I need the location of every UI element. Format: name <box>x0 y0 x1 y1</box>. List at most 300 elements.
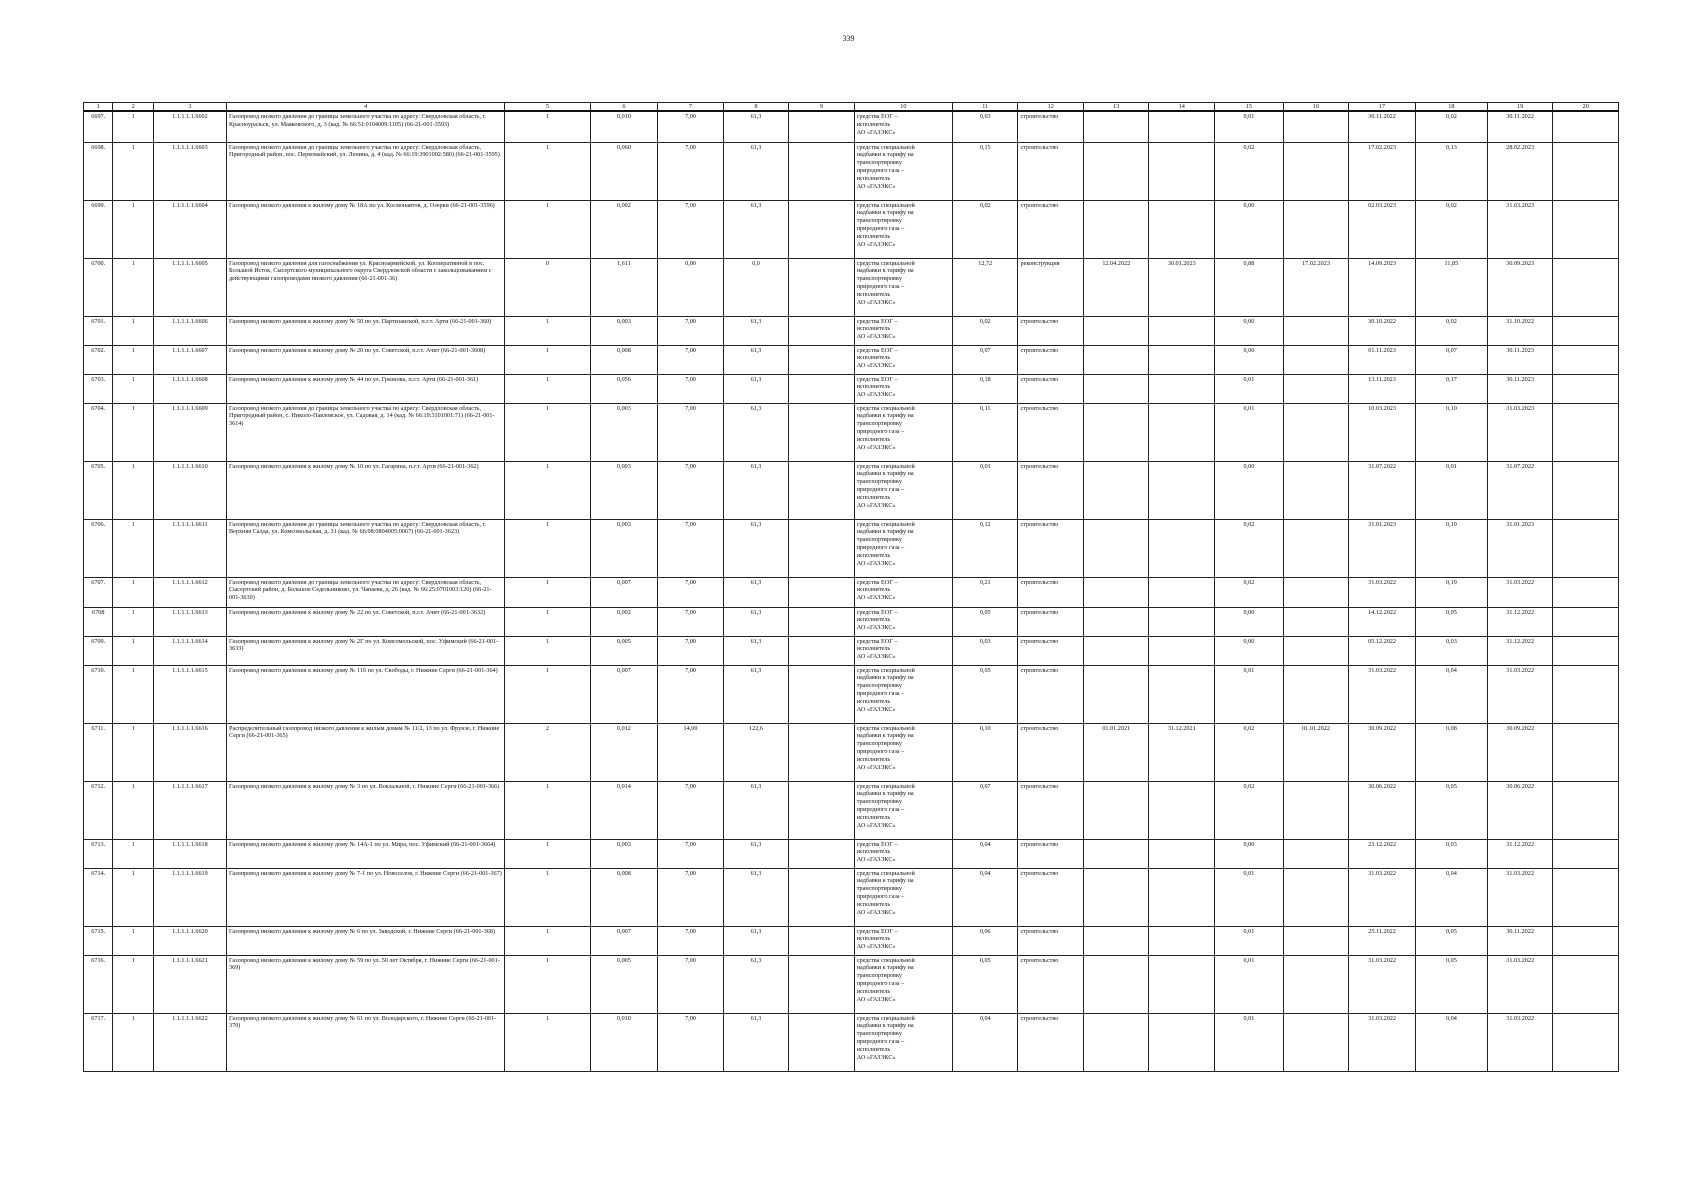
work-type: строительство <box>1018 200 1084 258</box>
funding-source: средства ЕОГ – исполнитель АО «ГАЗЭКС» <box>854 345 952 374</box>
work-type: строительство <box>1018 316 1084 345</box>
work-type: строительство <box>1018 665 1084 723</box>
project-code: 1.1.1.1.1.6611 <box>153 519 226 577</box>
column-2-value: 1 <box>113 1013 153 1071</box>
column-20-value <box>1553 607 1619 636</box>
column-14-date <box>1149 403 1215 461</box>
column-19-date: 30.11.2022 <box>1487 111 1553 142</box>
table-row <box>84 577 1619 607</box>
column-16-date <box>1283 111 1349 142</box>
column-7-value: 7,00 <box>658 868 724 926</box>
column-5-value: 1 <box>505 636 590 665</box>
project-name: Газопровод низкого давления к жилому дому № 10 по ул. Гагарина, п.г.т. Арти (66-21-001-362) <box>227 461 505 519</box>
column-6-value: 0,012 <box>590 723 658 781</box>
column-number-8: 8 <box>723 103 789 112</box>
funding-source: средства специальной надбавки к тарифу на транспортировку природного газа – исполнитель АО «ГАЗЭКС» <box>854 200 952 258</box>
column-number-9: 9 <box>789 103 855 112</box>
column-16-date <box>1283 1013 1349 1071</box>
column-6-value: 0,003 <box>590 316 658 345</box>
row-number: 6716. <box>84 955 113 1013</box>
column-18-value: 0,05 <box>1415 781 1487 839</box>
column-17-date: 30.10.2022 <box>1349 316 1416 345</box>
project-name: Газопровод низкого давления к жилому дому № 22 по ул. Советской, п.г.т. Ачит (66-21-001-3632) <box>227 607 505 636</box>
column-14-date: 31.12.2021 <box>1149 723 1215 781</box>
column-9-value <box>789 403 855 461</box>
column-15-value: 0,01 <box>1214 403 1283 461</box>
column-20-value <box>1553 577 1619 607</box>
column-5-value: 1 <box>505 142 590 200</box>
column-19-date: 31.03.2022 <box>1487 577 1553 607</box>
project-code: 1.1.1.1.1.6610 <box>153 461 226 519</box>
table-row <box>84 519 1619 577</box>
column-15-value: 0,00 <box>1214 200 1283 258</box>
column-7-value: 7,00 <box>658 577 724 607</box>
column-7-value: 7,00 <box>658 607 724 636</box>
column-8-value: 61,3 <box>723 926 789 955</box>
column-20-value <box>1553 374 1619 403</box>
column-17-date: 30.06.2022 <box>1349 781 1416 839</box>
table-row <box>84 607 1619 636</box>
project-name: Газопровод низкого давления к жилому дому № 6 по ул. Заводской, г. Нижние Серги (66-21-001-368) <box>227 926 505 955</box>
column-2-value: 1 <box>113 519 153 577</box>
column-13-date <box>1083 374 1149 403</box>
column-6-value: 0,008 <box>590 868 658 926</box>
column-11-value: 0,04 <box>952 839 1018 868</box>
column-20-value <box>1553 316 1619 345</box>
column-18-value: 0,13 <box>1415 142 1487 200</box>
column-5-value: 1 <box>505 839 590 868</box>
work-type: строительство <box>1018 723 1084 781</box>
funding-source: средства специальной надбавки к тарифу на транспортировку природного газа – исполнитель АО «ГАЗЭКС» <box>854 258 952 316</box>
row-number: 6700. <box>84 258 113 316</box>
column-18-value: 0,10 <box>1415 519 1487 577</box>
column-18-value: 0,05 <box>1415 926 1487 955</box>
column-15-value: 0,01 <box>1214 955 1283 1013</box>
project-name: Газопровод низкого давления до границы земельного участка по адресу: Свердловская область, Сысертский район, д. Большое Седельниково, ул. Чапаева, д. 26 (кад. № 66:25:0701003:120) (66-21-001-3630) <box>227 577 505 607</box>
column-6-value: 1,611 <box>590 258 658 316</box>
project-name: Газопровод низкого давления до границы земельного участка по адресу: Свердловская область, г. Красноуральск, ул. Маяковского, д. 3 (кад. № 66:51:0104009:1105) (66-21-001-3593) <box>227 111 505 142</box>
column-number-7: 7 <box>658 103 724 112</box>
column-20-value <box>1553 142 1619 200</box>
column-11-value: 0,12 <box>952 519 1018 577</box>
column-number-3: 3 <box>153 103 226 112</box>
column-13-date <box>1083 636 1149 665</box>
project-code: 1.1.1.1.1.6608 <box>153 374 226 403</box>
work-type: строительство <box>1018 926 1084 955</box>
table-row <box>84 839 1619 868</box>
row-number: 6706. <box>84 519 113 577</box>
column-6-value: 0,003 <box>590 519 658 577</box>
column-16-date <box>1283 461 1349 519</box>
column-11-value: 0,05 <box>952 955 1018 1013</box>
column-15-value: 0,00 <box>1214 607 1283 636</box>
work-type: строительство <box>1018 461 1084 519</box>
row-number: 6713. <box>84 839 113 868</box>
column-9-value <box>789 374 855 403</box>
column-14-date <box>1149 111 1215 142</box>
column-18-value: 0,05 <box>1415 607 1487 636</box>
column-20-value <box>1553 955 1619 1013</box>
column-13-date <box>1083 111 1149 142</box>
project-name: Газопровод низкого давления к жилому дому № 44 по ул. Грязнова, п.г.т. Арти (66-21-001-361) <box>227 374 505 403</box>
column-15-value: 0,00 <box>1214 839 1283 868</box>
column-18-value: 11,85 <box>1415 258 1487 316</box>
column-16-date <box>1283 665 1349 723</box>
column-15-value: 0,02 <box>1214 519 1283 577</box>
column-18-value: 0,17 <box>1415 374 1487 403</box>
column-6-value: 0,007 <box>590 665 658 723</box>
column-20-value <box>1553 868 1619 926</box>
column-16-date <box>1283 519 1349 577</box>
row-number: 6717. <box>84 1013 113 1071</box>
column-18-value: 0,04 <box>1415 868 1487 926</box>
column-15-value: 0,02 <box>1214 723 1283 781</box>
column-7-value: 7,00 <box>658 839 724 868</box>
column-20-value <box>1553 519 1619 577</box>
table-row <box>84 374 1619 403</box>
project-code: 1.1.1.1.1.6616 <box>153 723 226 781</box>
column-5-value: 2 <box>505 723 590 781</box>
column-9-value <box>789 200 855 258</box>
project-code: 1.1.1.1.1.6618 <box>153 839 226 868</box>
column-5-value: 1 <box>505 461 590 519</box>
column-number-4: 4 <box>227 103 505 112</box>
funding-source: средства ЕОГ – исполнитель АО «ГАЗЭКС» <box>854 374 952 403</box>
project-code: 1.1.1.1.1.6622 <box>153 1013 226 1071</box>
row-number: 6703. <box>84 374 113 403</box>
project-name: Газопровод низкого давления до границы земельного участка по адресу: Свердловская область, г. Верхняя Салда, ул. Комсомольская, д. 31 (кад. № 66:08:0804005:0067) (66-21-001-3623) <box>227 519 505 577</box>
column-14-date <box>1149 1013 1215 1071</box>
column-8-value: 61,3 <box>723 868 789 926</box>
column-14-date <box>1149 345 1215 374</box>
column-9-value <box>789 461 855 519</box>
column-8-value: 61,3 <box>723 345 789 374</box>
column-15-value: 0,01 <box>1214 111 1283 142</box>
project-code: 1.1.1.1.1.6619 <box>153 868 226 926</box>
column-20-value <box>1553 345 1619 374</box>
project-name: Газопровод низкого давления до границы земельного участка по адресу: Свердловская область, Пригородный район, с. Николо-Павловское, ул. Садовая, д. 14 (кад. № 66:19:3101001:71) (66-21-001-3614) <box>227 403 505 461</box>
column-17-date: 01.11.2023 <box>1349 345 1416 374</box>
column-number-13: 13 <box>1083 103 1149 112</box>
column-2-value: 1 <box>113 316 153 345</box>
row-number: 6697. <box>84 111 113 142</box>
column-14-date <box>1149 607 1215 636</box>
column-13-date <box>1083 200 1149 258</box>
column-17-date: 14.09.2023 <box>1349 258 1416 316</box>
column-2-value: 1 <box>113 839 153 868</box>
column-19-date: 31.12.2022 <box>1487 839 1553 868</box>
column-5-value: 1 <box>505 345 590 374</box>
column-2-value: 1 <box>113 142 153 200</box>
column-7-value: 7,00 <box>658 926 724 955</box>
column-8-value: 61,3 <box>723 1013 789 1071</box>
work-type: строительство <box>1018 607 1084 636</box>
column-11-value: 0,04 <box>952 1013 1018 1071</box>
column-8-value: 122,6 <box>723 723 789 781</box>
column-8-value: 61,3 <box>723 665 789 723</box>
project-code: 1.1.1.1.1.6606 <box>153 316 226 345</box>
column-2-value: 1 <box>113 868 153 926</box>
column-17-date: 17.02.2023 <box>1349 142 1416 200</box>
column-8-value: 61,3 <box>723 374 789 403</box>
column-11-value: 0,10 <box>952 723 1018 781</box>
column-16-date <box>1283 781 1349 839</box>
work-type: строительство <box>1018 839 1084 868</box>
column-15-value: 0,01 <box>1214 926 1283 955</box>
project-code: 1.1.1.1.1.6604 <box>153 200 226 258</box>
column-number-20: 20 <box>1553 103 1619 112</box>
column-8-value: 61,3 <box>723 403 789 461</box>
funding-source: средства ЕОГ – исполнитель АО «ГАЗЭКС» <box>854 607 952 636</box>
column-14-date <box>1149 781 1215 839</box>
column-13-date <box>1083 461 1149 519</box>
row-number: 6701. <box>84 316 113 345</box>
column-6-value: 0,002 <box>590 607 658 636</box>
column-8-value: 61,3 <box>723 839 789 868</box>
column-7-value: 7,00 <box>658 519 724 577</box>
column-17-date: 30.11.2022 <box>1349 111 1416 142</box>
column-15-value: 0,00 <box>1214 316 1283 345</box>
column-17-date: 31.01.2023 <box>1349 519 1416 577</box>
column-number-17: 17 <box>1349 103 1416 112</box>
column-8-value: 61,3 <box>723 955 789 1013</box>
project-code: 1.1.1.1.1.6605 <box>153 258 226 316</box>
project-name: Газопровод низкого давления до границы земельного участка по адресу: Свердловская область, Пригородный район, пос. Первомайский, ул. Ленина, д. 4 (кад. № 66:19:3901002:580) (66-21-001-3595) <box>227 142 505 200</box>
column-8-value: 61,3 <box>723 461 789 519</box>
project-code: 1.1.1.1.1.6617 <box>153 781 226 839</box>
column-17-date: 05.12.2022 <box>1349 636 1416 665</box>
funding-source: средства ЕОГ – исполнитель АО «ГАЗЭКС» <box>854 926 952 955</box>
column-18-value: 0,01 <box>1415 461 1487 519</box>
column-11-value: 0,06 <box>952 926 1018 955</box>
column-6-value: 0,056 <box>590 374 658 403</box>
column-5-value: 1 <box>505 955 590 1013</box>
column-15-value: 0,02 <box>1214 781 1283 839</box>
project-name: Распределительный газопровод низкого давления к жилым домам № 11/2, 13 по ул. Фрунзе, г. Нижние Серги (66-21-001-365) <box>227 723 505 781</box>
column-7-value: 7,00 <box>658 374 724 403</box>
column-8-value: 61,3 <box>723 607 789 636</box>
column-14-date <box>1149 374 1215 403</box>
column-9-value <box>789 926 855 955</box>
column-20-value <box>1553 461 1619 519</box>
column-11-value: 0,15 <box>952 142 1018 200</box>
column-19-date: 31.12.2022 <box>1487 607 1553 636</box>
column-16-date <box>1283 926 1349 955</box>
column-number-5: 5 <box>505 103 590 112</box>
column-5-value: 0 <box>505 258 590 316</box>
table-row <box>84 781 1619 839</box>
column-13-date: 12.04.2022 <box>1083 258 1149 316</box>
column-11-value: 0,03 <box>952 636 1018 665</box>
funding-source: средства специальной надбавки к тарифу на транспортировку природного газа – исполнитель АО «ГАЗЭКС» <box>854 1013 952 1071</box>
column-7-value: 7,00 <box>658 665 724 723</box>
column-6-value: 0,060 <box>590 142 658 200</box>
column-8-value: 61,3 <box>723 200 789 258</box>
column-20-value <box>1553 636 1619 665</box>
funding-source: средства специальной надбавки к тарифу на транспортировку природного газа – исполнитель АО «ГАЗЭКС» <box>854 461 952 519</box>
column-11-value: 0,02 <box>952 200 1018 258</box>
column-15-value: 0,88 <box>1214 258 1283 316</box>
column-13-date <box>1083 577 1149 607</box>
funding-source: средства ЕОГ – исполнитель АО «ГАЗЭКС» <box>854 316 952 345</box>
work-type: строительство <box>1018 868 1084 926</box>
column-2-value: 1 <box>113 636 153 665</box>
project-code: 1.1.1.1.1.6620 <box>153 926 226 955</box>
column-19-date: 31.03.2022 <box>1487 665 1553 723</box>
column-2-value: 1 <box>113 926 153 955</box>
column-9-value <box>789 868 855 926</box>
column-11-value: 0,04 <box>952 868 1018 926</box>
column-14-date <box>1149 142 1215 200</box>
funding-source: средства специальной надбавки к тарифу на транспортировку природного газа – исполнитель АО «ГАЗЭКС» <box>854 665 952 723</box>
column-5-value: 1 <box>505 665 590 723</box>
column-13-date <box>1083 345 1149 374</box>
work-type: строительство <box>1018 577 1084 607</box>
column-14-date <box>1149 636 1215 665</box>
column-9-value <box>789 636 855 665</box>
column-13-date <box>1083 781 1149 839</box>
column-11-value: 0,11 <box>952 403 1018 461</box>
column-7-value: 7,00 <box>658 111 724 142</box>
column-8-value: 61,3 <box>723 636 789 665</box>
column-5-value: 1 <box>505 316 590 345</box>
column-16-date <box>1283 200 1349 258</box>
project-name: Газопровод низкого давления к жилому дому № 18А по ул. Космонавтов, д. Озерки (66-21-001-3596) <box>227 200 505 258</box>
column-19-date: 30.11.2023 <box>1487 345 1553 374</box>
column-17-date: 13.11.2023 <box>1349 374 1416 403</box>
project-name: Газопровод низкого давления к жилому дому № 3 по ул. Вокзальной, г. Нижние Серги (66-21-001-366) <box>227 781 505 839</box>
column-19-date: 31.03.2022 <box>1487 868 1553 926</box>
column-number-15: 15 <box>1214 103 1283 112</box>
column-11-value: 0,03 <box>952 111 1018 142</box>
table-row <box>84 316 1619 345</box>
column-15-value: 0,00 <box>1214 636 1283 665</box>
row-number: 6711. <box>84 723 113 781</box>
table-row <box>84 111 1619 142</box>
column-19-date: 30.09.2023 <box>1487 258 1553 316</box>
funding-source: средства специальной надбавки к тарифу на транспортировку природного газа – исполнитель АО «ГАЗЭКС» <box>854 723 952 781</box>
column-13-date <box>1083 665 1149 723</box>
column-2-value: 1 <box>113 665 153 723</box>
column-9-value <box>789 839 855 868</box>
project-code: 1.1.1.1.1.6613 <box>153 607 226 636</box>
table-row <box>84 926 1619 955</box>
table-row <box>84 403 1619 461</box>
project-name: Газопровод низкого давления к жилому дому № 7-1 по ул. Новоселов, г. Нижние Серги (66-21-001-367) <box>227 868 505 926</box>
column-13-date <box>1083 607 1149 636</box>
investment-program-table <box>83 102 1619 1072</box>
row-number: 6715. <box>84 926 113 955</box>
column-15-value: 0,02 <box>1214 142 1283 200</box>
column-14-date <box>1149 955 1215 1013</box>
column-14-date <box>1149 665 1215 723</box>
column-9-value <box>789 316 855 345</box>
column-9-value <box>789 607 855 636</box>
column-19-date: 31.07.2022 <box>1487 461 1553 519</box>
column-number-16: 16 <box>1283 103 1349 112</box>
column-7-value: 14,00 <box>658 723 724 781</box>
column-6-value: 0,003 <box>590 403 658 461</box>
column-6-value: 0,010 <box>590 111 658 142</box>
column-13-date <box>1083 1013 1149 1071</box>
work-type: строительство <box>1018 519 1084 577</box>
funding-source: средства ЕОГ – исполнитель АО «ГАЗЭКС» <box>854 839 952 868</box>
column-17-date: 31.07.2022 <box>1349 461 1416 519</box>
table-row <box>84 258 1619 316</box>
column-5-value: 1 <box>505 111 590 142</box>
row-number: 6704. <box>84 403 113 461</box>
row-number: 6699. <box>84 200 113 258</box>
row-number: 6712. <box>84 781 113 839</box>
column-18-value: 0,10 <box>1415 403 1487 461</box>
column-16-date: 17.02.2023 <box>1283 258 1349 316</box>
column-19-date: 31.03.2023 <box>1487 403 1553 461</box>
column-number-18: 18 <box>1415 103 1487 112</box>
funding-source: средства специальной надбавки к тарифу на транспортировку природного газа – исполнитель АО «ГАЗЭКС» <box>854 868 952 926</box>
column-20-value <box>1553 665 1619 723</box>
column-7-value: 7,00 <box>658 345 724 374</box>
column-number-1: 1 <box>84 103 113 112</box>
project-code: 1.1.1.1.1.6615 <box>153 665 226 723</box>
table-row <box>84 1013 1619 1071</box>
column-13-date: 01.01.2021 <box>1083 723 1149 781</box>
column-6-value: 0,008 <box>590 345 658 374</box>
column-14-date: 30.01.2023 <box>1149 258 1215 316</box>
page-number: 339 <box>842 34 855 43</box>
column-19-date: 31.12.2022 <box>1487 636 1553 665</box>
column-16-date <box>1283 868 1349 926</box>
column-18-value: 0,03 <box>1415 636 1487 665</box>
project-name: Газопровод низкого давления к жилому дому № 116 по ул. Свободы, г. Нижние Серги (66-21-001-364) <box>227 665 505 723</box>
column-number-header-row <box>84 103 1619 112</box>
column-number-6: 6 <box>590 103 658 112</box>
column-19-date: 30.11.2022 <box>1487 926 1553 955</box>
table-row <box>84 868 1619 926</box>
column-5-value: 1 <box>505 781 590 839</box>
row-number: 6702. <box>84 345 113 374</box>
column-13-date <box>1083 926 1149 955</box>
column-11-value: 0,07 <box>952 781 1018 839</box>
column-9-value <box>789 142 855 200</box>
project-code: 1.1.1.1.1.6602 <box>153 111 226 142</box>
column-18-value: 0,03 <box>1415 839 1487 868</box>
column-14-date <box>1149 926 1215 955</box>
work-type: строительство <box>1018 345 1084 374</box>
column-13-date <box>1083 868 1149 926</box>
column-16-date <box>1283 955 1349 1013</box>
column-20-value <box>1553 111 1619 142</box>
column-8-value: 61,3 <box>723 781 789 839</box>
column-11-value: 0,05 <box>952 607 1018 636</box>
column-16-date: 01.01.2022 <box>1283 723 1349 781</box>
column-14-date <box>1149 519 1215 577</box>
column-19-date: 31.03.2022 <box>1487 955 1553 1013</box>
table-row <box>84 142 1619 200</box>
column-20-value <box>1553 258 1619 316</box>
column-9-value <box>789 1013 855 1071</box>
column-8-value: 0,0 <box>723 258 789 316</box>
column-number-2: 2 <box>113 103 153 112</box>
table-row <box>84 200 1619 258</box>
column-8-value: 61,3 <box>723 142 789 200</box>
column-2-value: 1 <box>113 723 153 781</box>
column-14-date <box>1149 868 1215 926</box>
column-15-value: 0,01 <box>1214 665 1283 723</box>
column-13-date <box>1083 839 1149 868</box>
column-9-value <box>789 345 855 374</box>
column-5-value: 1 <box>505 519 590 577</box>
project-name: Газопровод низкого давления к жилому дому № 2Г по ул. Комсомольской, пос. Уфимский (66-21-001-3633) <box>227 636 505 665</box>
